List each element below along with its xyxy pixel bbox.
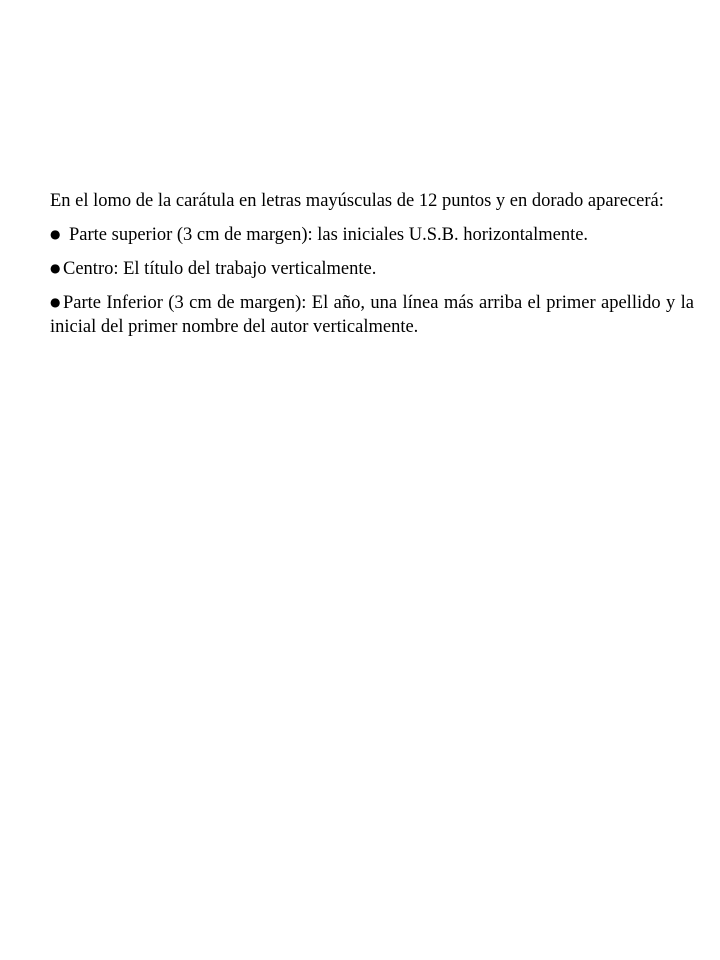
bullet-icon: ● xyxy=(50,261,61,275)
bullet-icon: ● xyxy=(50,227,61,241)
list-item-text: Parte superior (3 cm de margen): las iniciales U.S.B. horizontalmente. xyxy=(69,225,589,245)
bullet-list xyxy=(50,222,694,339)
list-item xyxy=(50,256,694,281)
bullet-icon: ● xyxy=(50,295,61,309)
document-body xyxy=(50,189,694,339)
list-item xyxy=(50,290,694,339)
intro-paragraph: En el lomo de la carátula en letras mayúsculas de 12 puntos y en dorado aparecerá: xyxy=(50,191,664,211)
list-item xyxy=(50,222,694,247)
list-item-text: Centro: El título del trabajo verticalmente. xyxy=(63,259,377,279)
list-item-text: Parte Inferior (3 cm de margen): El año, una línea más arriba el primer apellido y la inicial del primer nombre del autor verticalmente. xyxy=(50,293,694,337)
